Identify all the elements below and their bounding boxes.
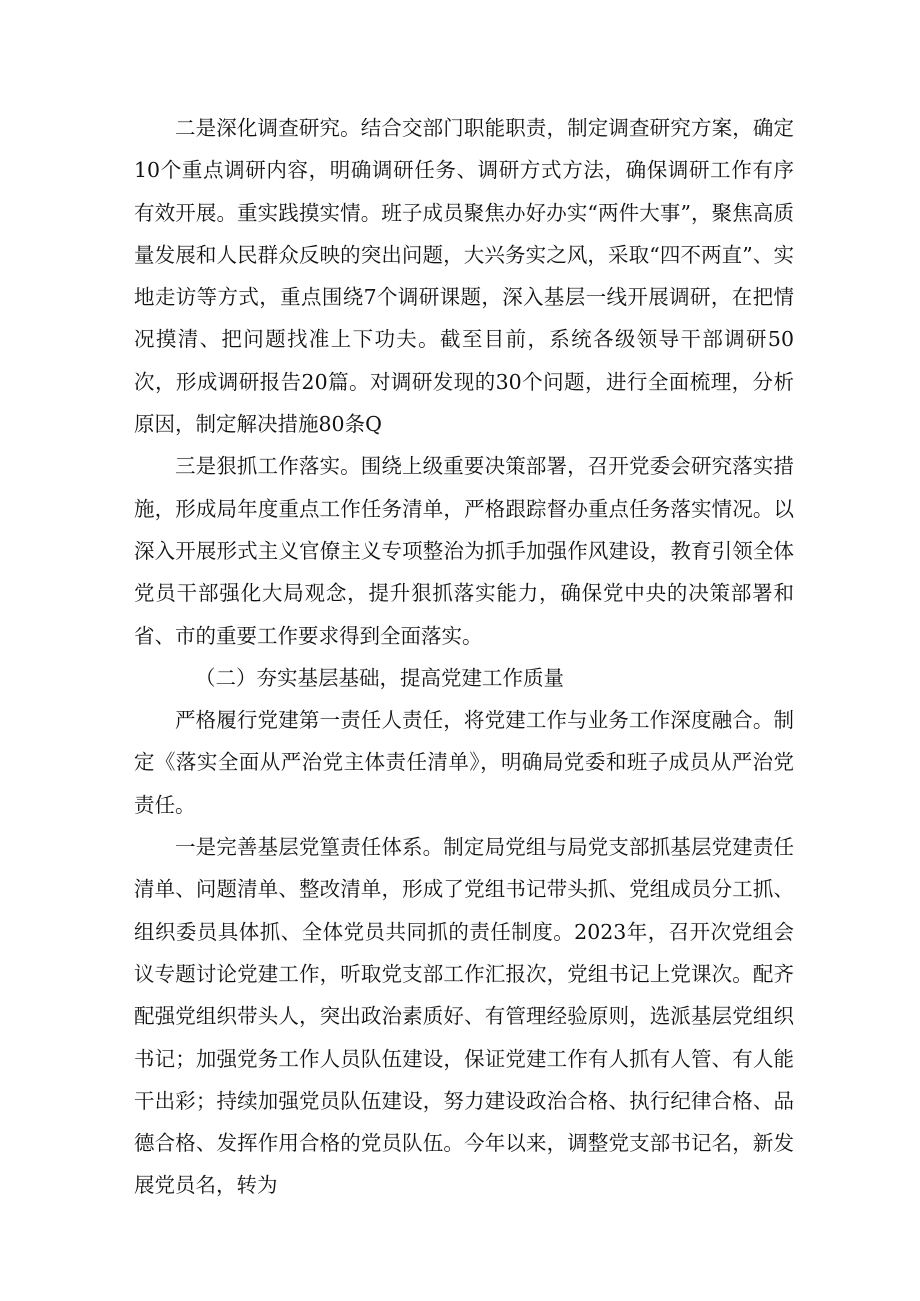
paragraph-work-implementation: 三是狠抓工作落实。围绕上级重要决策部署，召开党委会研究落实措施，形成局年度重点工作任务清单，严格跟踪督办重点任务落实情况。以深入开展形式主义官僚主义专项整治为抓手加强作风建设，教育引领全体党员干部强化大局观念，提升狠抓落实能力，确保党中央的决策部署和省、市的重要工作要求得到全面落实。 xyxy=(134,454,794,648)
section-heading: （二）夯实基层基础，提高党建工作质量 xyxy=(195,665,564,690)
paragraph-party-responsibility: 严格履行党建第一责任人责任，将党建工作与业务工作深度融合。制定《落实全面从严治党主体责任清单》，明确局党委和班子成员从严治党责任。 xyxy=(134,708,794,817)
paragraph-grassroots-system: 一是完善基层党篁责任体系。制定局党组与局党支部抓基层党建责任清单、问题清单、整改清单，形成了党组书记带头抓、党组成员分工抓、组织委员具体抓、全体党员共同抓的责任制度。2023年，召开次党组会议专题讨论党建工作，听取党支部工作汇报次，党组书记上党课次。配齐配强党组织带头人，突出政治素质好、有管理经验原则，选派基层党组织书记；加强党务工作人员队伍建设，保证党建工作有人抓有人管、有人能干出彩；持续加强党员队伍建设，努力建设政治合格、执行纪律合格、品德合格、发挥作用合格的党员队伍。今年以来，调整党支部书记名，新发展党员名，转为 xyxy=(134,835,794,1198)
paragraph-investigation-research: 二是深化调查研究。结合交部门职能职责，制定调查研究方案，确定10个重点调研内容，明确调研任务、调研方式方法，确保调研工作有序有效开展。重实践摸实情。班子成员聚焦办好办实“两件大事”，聚焦高质量发展和人民群众反映的突出问题，大兴务实之风，采取“四不两直”、实地走访等方式，重点围绕7个调研课题，深入基层一线开展调研，在把情况摸清、把问题找准上下功夫。截至目前，系统各级领导干部调研50次，形成调研报告20篇。对调研发现的30个问题，进行全面梳理，分析原因，制定解决措施80条Q xyxy=(134,116,794,437)
document-body xyxy=(134,107,794,1207)
